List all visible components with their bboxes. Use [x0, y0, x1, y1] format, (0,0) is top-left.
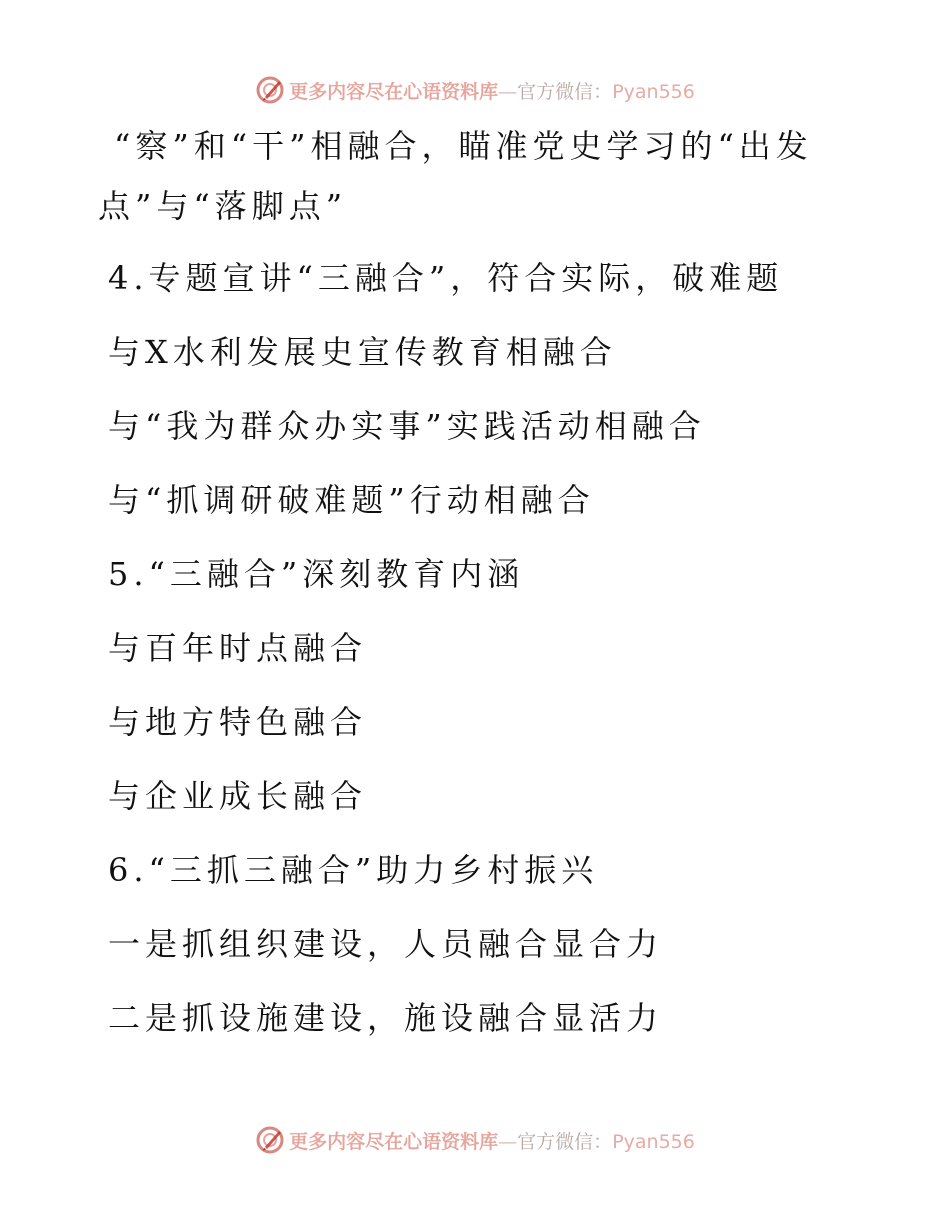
section-heading-4: 4.专题宣讲“三融合”，符合实际，破难题	[108, 259, 784, 297]
body-line-6: 与“抓调研破难题”行动相融合	[108, 481, 595, 519]
watermark-brand: 更多内容尽在心语资料库	[289, 1130, 499, 1153]
watermark-official-label: 官方微信：	[517, 1130, 613, 1153]
body-line-1: “察”和“干”相融合，瞄准党史学习的“出发	[114, 127, 813, 165]
body-line-12: 一是抓组织建设，人员融合显合力	[108, 925, 664, 963]
watermark-wechat-id: Pyan556	[612, 80, 695, 103]
watermark-official-label: 官方微信：	[517, 80, 613, 103]
body-line-8: 与百年时点融合	[108, 629, 368, 667]
watermark-separator: —	[498, 1130, 518, 1153]
watermark-wechat-id: Pyan556	[612, 1130, 695, 1153]
header-watermark	[0, 70, 950, 110]
body-line-10: 与企业成长融合	[108, 777, 368, 815]
watermark-separator: —	[498, 80, 518, 103]
body-line-2: 点”与“落脚点”	[98, 187, 348, 225]
section-heading-5: 5.“三融合”深刻教育内涵	[108, 555, 525, 593]
body-line-5: 与“我为群众办实事”实践活动相融合	[108, 407, 706, 445]
pen-logo-icon	[255, 75, 285, 105]
body-line-9: 与地方特色融合	[108, 703, 368, 741]
watermark-brand: 更多内容尽在心语资料库	[289, 80, 499, 103]
body-line-4: 与X水利发展史宣传教育相融合	[108, 333, 617, 371]
section-heading-6: 6.“三抓三融合”助力乡村振兴	[108, 851, 599, 889]
body-line-13: 二是抓设施建设，施设融合显活力	[108, 999, 664, 1037]
footer-watermark	[0, 1120, 950, 1160]
pen-logo-icon	[255, 1125, 285, 1155]
